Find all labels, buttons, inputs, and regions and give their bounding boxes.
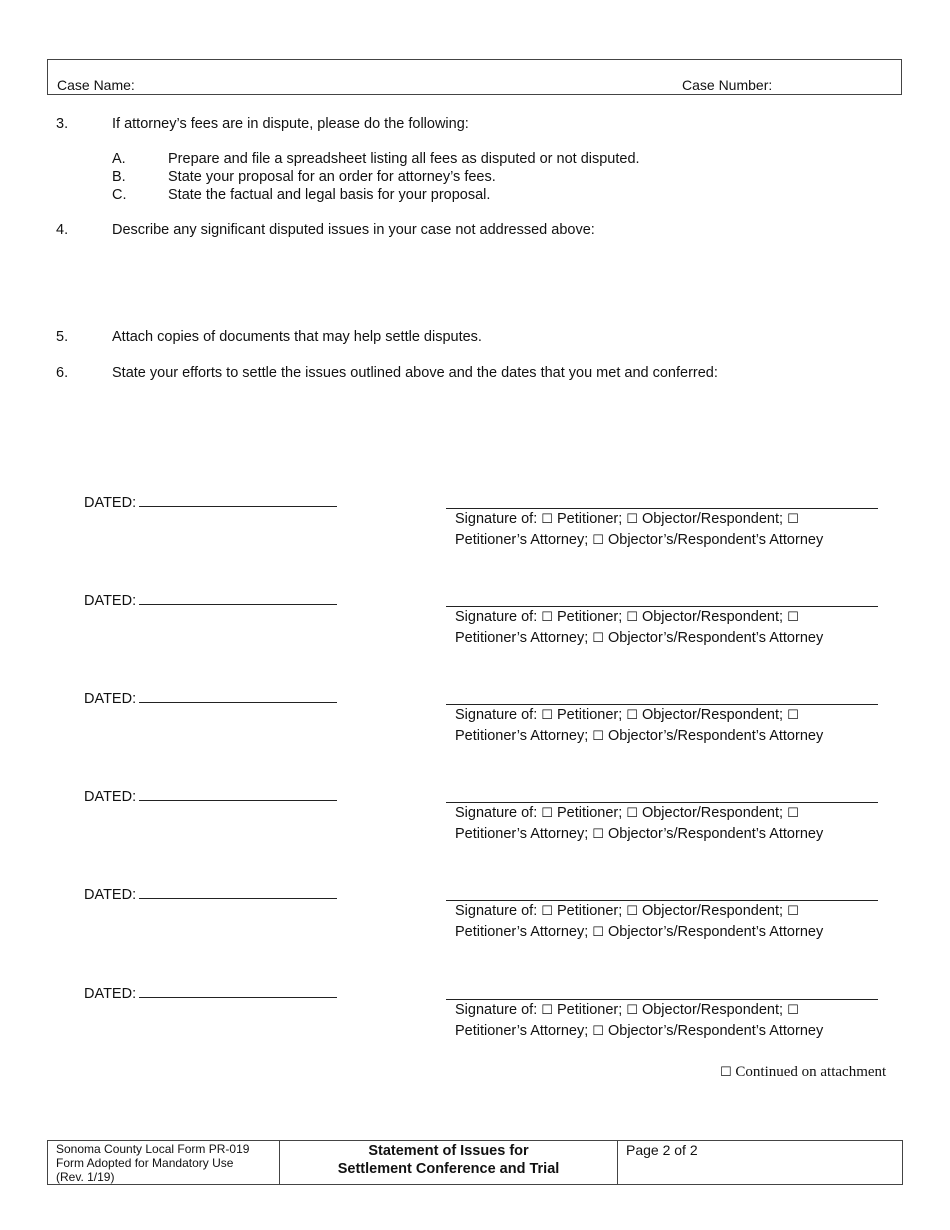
footer-form-adopted: Form Adopted for Mandatory Use bbox=[56, 1156, 234, 1170]
footer-form-info bbox=[48, 1141, 280, 1184]
dated-label: DATED: bbox=[84, 789, 137, 805]
date-field[interactable] bbox=[139, 983, 337, 998]
signature-of-label: Signature of: bbox=[455, 805, 538, 821]
continued-on-attachment bbox=[720, 1064, 886, 1081]
case-name-label: Case Name: bbox=[57, 77, 135, 93]
objector-attorney-checkbox[interactable]: ☐ bbox=[592, 631, 604, 646]
dated-row bbox=[84, 786, 337, 805]
dated-row bbox=[84, 492, 337, 511]
date-field[interactable] bbox=[139, 786, 337, 801]
date-field[interactable] bbox=[139, 492, 337, 507]
item-number: 6. bbox=[56, 365, 69, 381]
objector-respondent-label: Objector/Respondent; bbox=[641, 511, 784, 527]
objector-attorney-label: Objector’s/Respondent’s Attorney bbox=[607, 532, 824, 548]
footer-form-id: Sonoma County Local Form PR-019 bbox=[56, 1142, 250, 1156]
footer-form-revision: (Rev. 1/19) bbox=[56, 1170, 115, 1184]
petitioner-attorney-checkbox[interactable]: ☐ bbox=[787, 610, 799, 625]
dated-row bbox=[84, 590, 337, 609]
petitioner-attorney-checkbox[interactable]: ☐ bbox=[787, 512, 799, 527]
signature-of-label: Signature of: bbox=[455, 1002, 538, 1018]
petitioner-attorney-label: Petitioner’s Attorney; bbox=[455, 532, 589, 548]
petitioner-checkbox[interactable]: ☐ bbox=[541, 806, 553, 821]
case-number-label: Case Number: bbox=[682, 77, 773, 93]
objector-attorney-checkbox[interactable]: ☐ bbox=[592, 925, 604, 940]
petitioner-attorney-label: Petitioner’s Attorney; bbox=[455, 1023, 589, 1039]
petitioner-label: Petitioner; bbox=[556, 511, 623, 527]
footer-title-line1: Statement of Issues for bbox=[368, 1143, 529, 1159]
signature-of-label: Signature of: bbox=[455, 609, 538, 625]
signature-of-text bbox=[455, 607, 895, 649]
item-text: If attorney’s fees are in dispute, please do the following: bbox=[112, 116, 469, 132]
objector-respondent-label: Objector/Respondent; bbox=[641, 609, 784, 625]
petitioner-label: Petitioner; bbox=[556, 609, 623, 625]
subitem-letter: C. bbox=[112, 187, 127, 203]
petitioner-checkbox[interactable]: ☐ bbox=[541, 904, 553, 919]
dated-label: DATED: bbox=[84, 887, 137, 903]
petitioner-checkbox[interactable]: ☐ bbox=[541, 1003, 553, 1018]
objector-attorney-checkbox[interactable]: ☐ bbox=[592, 827, 604, 842]
petitioner-attorney-checkbox[interactable]: ☐ bbox=[787, 708, 799, 723]
signature-of-text bbox=[455, 901, 895, 943]
objector-respondent-checkbox[interactable]: ☐ bbox=[626, 610, 638, 625]
date-field[interactable] bbox=[139, 884, 337, 899]
dated-label: DATED: bbox=[84, 691, 137, 707]
objector-attorney-checkbox[interactable]: ☐ bbox=[592, 533, 604, 548]
petitioner-checkbox[interactable]: ☐ bbox=[541, 610, 553, 625]
footer-title-line2: Settlement Conference and Trial bbox=[337, 1161, 560, 1177]
petitioner-attorney-checkbox[interactable]: ☐ bbox=[787, 1003, 799, 1018]
subitem-text: Prepare and file a spreadsheet listing all fees as disputed or not disputed. bbox=[168, 151, 640, 167]
date-field[interactable] bbox=[139, 590, 337, 605]
signature-of-text bbox=[455, 803, 895, 845]
objector-respondent-checkbox[interactable]: ☐ bbox=[626, 806, 638, 821]
continued-label: Continued on attachment bbox=[735, 1064, 887, 1080]
item-number: 4. bbox=[56, 222, 69, 238]
subitem-text: State your proposal for an order for attorney’s fees. bbox=[168, 169, 496, 185]
objector-attorney-label: Objector’s/Respondent’s Attorney bbox=[607, 728, 824, 744]
petitioner-attorney-label: Petitioner’s Attorney; bbox=[455, 630, 589, 646]
petitioner-label: Petitioner; bbox=[556, 805, 623, 821]
item-text: Describe any significant disputed issues in your case not addressed above: bbox=[112, 222, 595, 238]
objector-respondent-label: Objector/Respondent; bbox=[641, 805, 784, 821]
dated-row bbox=[84, 884, 337, 903]
objector-attorney-checkbox[interactable]: ☐ bbox=[592, 729, 604, 744]
petitioner-attorney-checkbox[interactable]: ☐ bbox=[787, 904, 799, 919]
petitioner-attorney-label: Petitioner’s Attorney; bbox=[455, 826, 589, 842]
item-text: Attach copies of documents that may help settle disputes. bbox=[112, 329, 482, 345]
signature-of-label: Signature of: bbox=[455, 511, 538, 527]
objector-respondent-checkbox[interactable]: ☐ bbox=[626, 512, 638, 527]
signature-of-text bbox=[455, 509, 895, 551]
petitioner-label: Petitioner; bbox=[556, 707, 623, 723]
dated-label: DATED: bbox=[84, 495, 137, 511]
objector-respondent-checkbox[interactable]: ☐ bbox=[626, 904, 638, 919]
footer-page-number: Page 2 of 2 bbox=[626, 1142, 698, 1158]
dated-label: DATED: bbox=[84, 986, 137, 1002]
petitioner-checkbox[interactable]: ☐ bbox=[541, 708, 553, 723]
objector-attorney-checkbox[interactable]: ☐ bbox=[592, 1024, 604, 1039]
item-text: State your efforts to settle the issues outlined above and the dates that you met and conferred: bbox=[112, 365, 718, 381]
signature-of-label: Signature of: bbox=[455, 903, 538, 919]
subitem-letter: B. bbox=[112, 169, 126, 185]
subitem-letter: A. bbox=[112, 151, 126, 167]
petitioner-attorney-label: Petitioner’s Attorney; bbox=[455, 924, 589, 940]
dated-label: DATED: bbox=[84, 593, 137, 609]
signature-of-label: Signature of: bbox=[455, 707, 538, 723]
item-number: 5. bbox=[56, 329, 69, 345]
subitem-text: State the factual and legal basis for your proposal. bbox=[168, 187, 491, 203]
petitioner-label: Petitioner; bbox=[556, 1002, 623, 1018]
objector-respondent-checkbox[interactable]: ☐ bbox=[626, 708, 638, 723]
dated-row bbox=[84, 688, 337, 707]
signature-of-text bbox=[455, 1000, 895, 1042]
objector-respondent-label: Objector/Respondent; bbox=[641, 1002, 784, 1018]
continued-checkbox[interactable]: ☐ bbox=[720, 1065, 732, 1080]
case-header-box bbox=[47, 59, 902, 95]
objector-respondent-label: Objector/Respondent; bbox=[641, 903, 784, 919]
petitioner-attorney-label: Petitioner’s Attorney; bbox=[455, 728, 589, 744]
signature-of-text bbox=[455, 705, 895, 747]
objector-attorney-label: Objector’s/Respondent’s Attorney bbox=[607, 1023, 824, 1039]
form-footer bbox=[47, 1140, 903, 1185]
petitioner-label: Petitioner; bbox=[556, 903, 623, 919]
objector-respondent-checkbox[interactable]: ☐ bbox=[626, 1003, 638, 1018]
date-field[interactable] bbox=[139, 688, 337, 703]
objector-attorney-label: Objector’s/Respondent’s Attorney bbox=[607, 630, 824, 646]
dated-row bbox=[84, 983, 337, 1002]
petitioner-attorney-checkbox[interactable]: ☐ bbox=[787, 806, 799, 821]
item-number: 3. bbox=[56, 116, 69, 132]
petitioner-checkbox[interactable]: ☐ bbox=[541, 512, 553, 527]
footer-form-title bbox=[280, 1141, 618, 1184]
objector-attorney-label: Objector’s/Respondent’s Attorney bbox=[607, 924, 824, 940]
objector-attorney-label: Objector’s/Respondent’s Attorney bbox=[607, 826, 824, 842]
objector-respondent-label: Objector/Respondent; bbox=[641, 707, 784, 723]
